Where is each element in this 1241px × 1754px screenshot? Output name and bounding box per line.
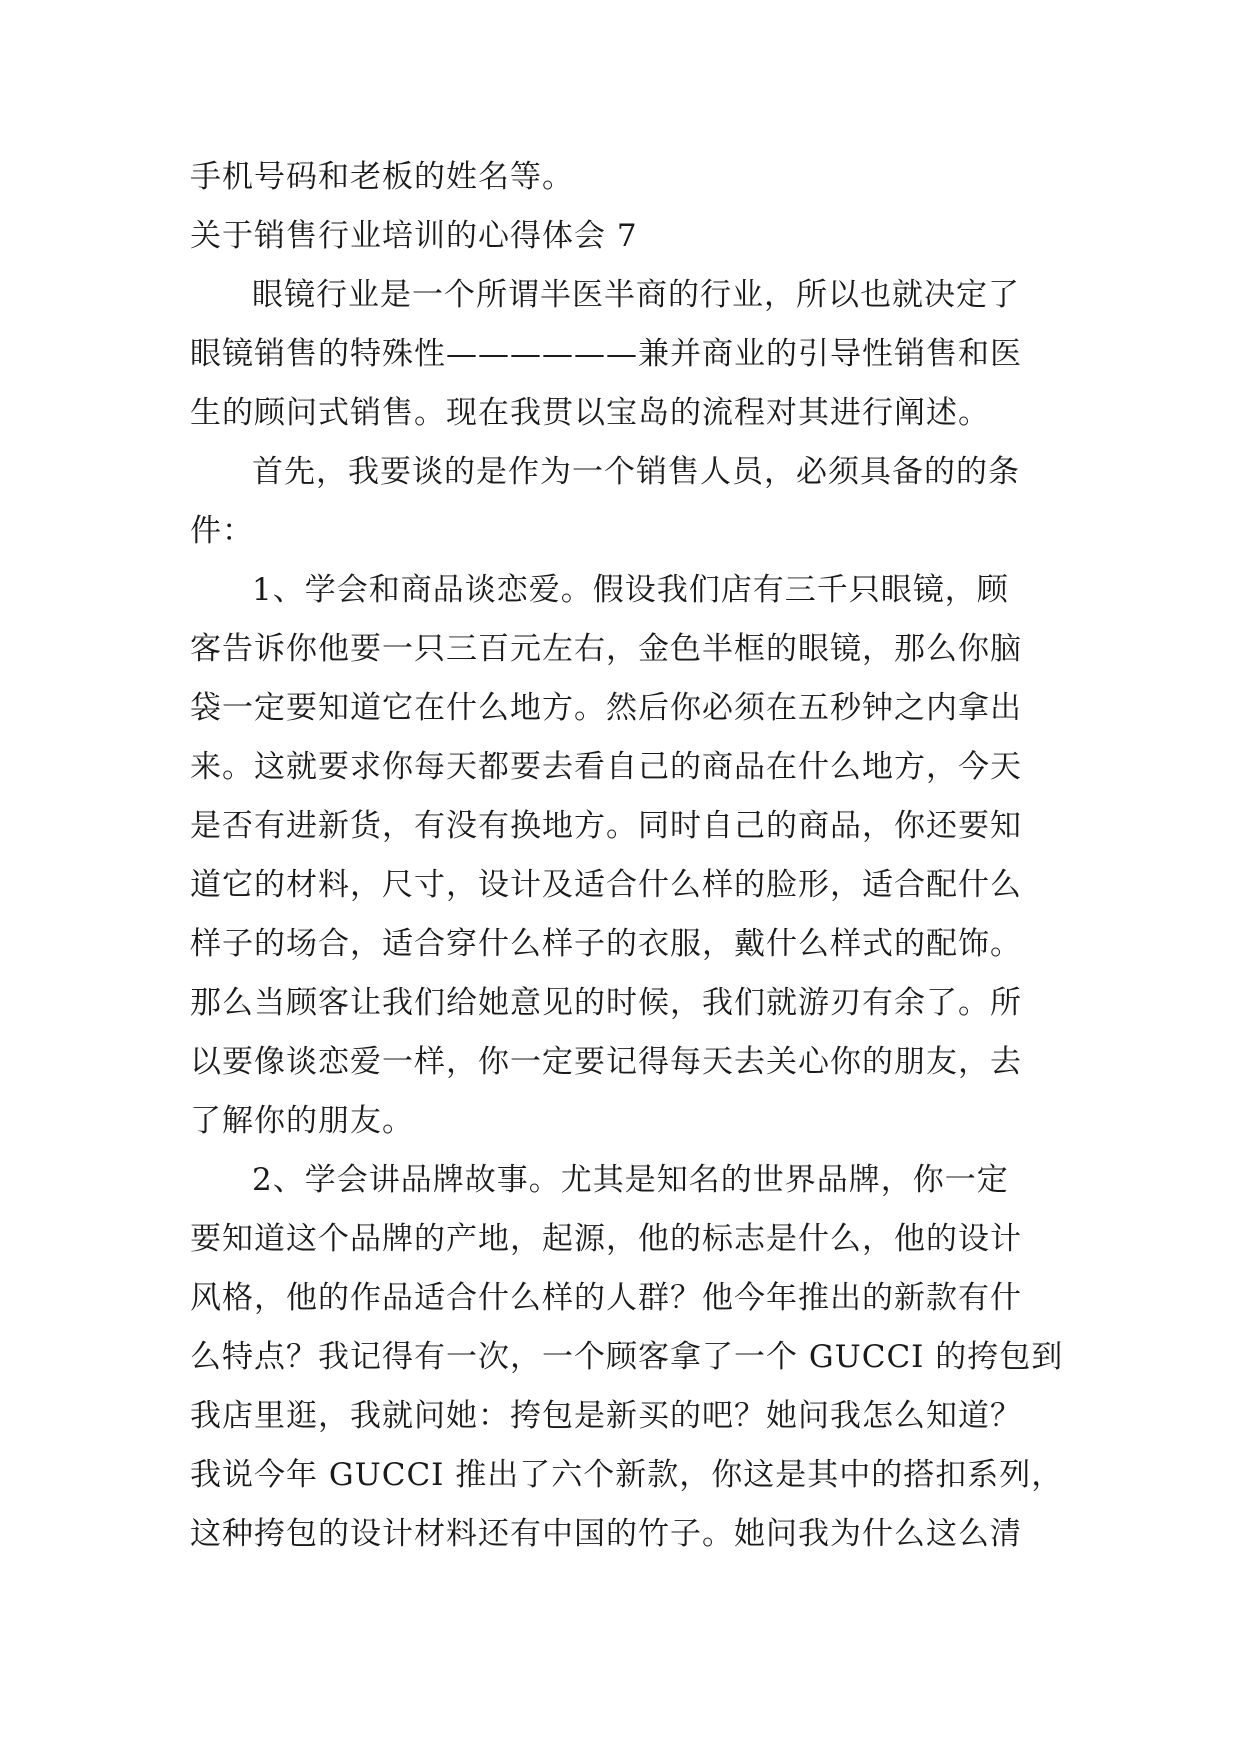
section-heading: 关于销售行业培训的心得体会 7 xyxy=(190,218,638,254)
text-line: 1、学会和商品谈恋爱。假设我们店有三千只眼镜，顾 xyxy=(252,572,1009,608)
text-line: 风格，他的作品适合什么样的人群？他今年推出的新款有什 xyxy=(190,1280,1022,1316)
text-line: 道它的材料，尺寸，设计及适合什么样的脸形，适合配什么 xyxy=(190,867,1022,903)
text-line: 这种挎包的设计材料还有中国的竹子。她问我为什么这么清 xyxy=(190,1516,1022,1552)
text-line: 生的顾问式销售。现在我贯以宝岛的流程对其进行阐述。 xyxy=(190,395,990,431)
text-line: 那么当顾客让我们给她意见的时候，我们就游刃有余了。所 xyxy=(190,985,1022,1021)
text-line: 首先，我要谈的是作为一个销售人员，必须具备的的条 xyxy=(252,454,1020,490)
text-line: 我店里逛，我就问她：挎包是新买的吧？她问我怎么知道？ xyxy=(190,1398,1022,1434)
text-line: 么特点？我记得有一次，一个顾客拿了一个 GUCCI 的挎包到 xyxy=(190,1339,1064,1375)
text-line: 以要像谈恋爱一样，你一定要记得每天去关心你的朋友，去 xyxy=(190,1044,1022,1080)
text-line: 2、学会讲品牌故事。尤其是知名的世界品牌，你一定 xyxy=(252,1162,1009,1198)
text-line: 手机号码和老板的姓名等。 xyxy=(190,159,574,195)
text-line: 客告诉你他要一只三百元左右，金色半框的眼镜，那么你脑 xyxy=(190,631,1022,667)
text-line: 眼镜销售的特殊性——————兼并商业的引导性销售和医 xyxy=(190,336,1022,372)
text-line: 袋一定要知道它在什么地方。然后你必须在五秒钟之内拿出 xyxy=(190,690,1022,726)
text-line: 眼镜行业是一个所谓半医半商的行业，所以也就决定了 xyxy=(252,277,1020,313)
text-line: 件： xyxy=(190,513,254,549)
text-line: 来。这就要求你每天都要去看自己的商品在什么地方，今天 xyxy=(190,749,1022,785)
text-line: 样子的场合，适合穿什么样子的衣服，戴什么样式的配饰。 xyxy=(190,926,1022,962)
text-line: 要知道这个品牌的产地，起源，他的标志是什么，他的设计 xyxy=(190,1221,1022,1257)
text-line: 是否有进新货，有没有换地方。同时自己的商品，你还要知 xyxy=(190,808,1022,844)
text-line: 我说今年 GUCCI 推出了六个新款，你这是其中的搭扣系列， xyxy=(190,1457,1064,1493)
text-line: 了解你的朋友。 xyxy=(190,1103,414,1139)
